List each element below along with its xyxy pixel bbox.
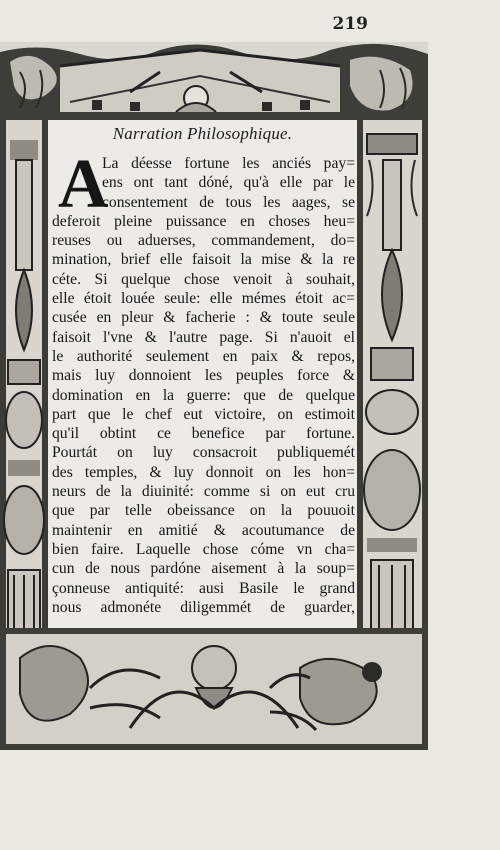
text-line: mais luy donnoient les peuples force &	[52, 367, 355, 385]
text-line: deferoit pleine puissance en choses heu=	[52, 212, 355, 230]
left-column-ornament	[0, 120, 48, 668]
chapter-heading: Narration Philosophique.	[112, 124, 293, 143]
text-line: part que le chef eut victoire, on estimoit	[52, 405, 355, 423]
text-line: reuses ou aduerses, commandement, do=	[52, 232, 355, 250]
text-line: domination en la guerre: que de quelque	[52, 386, 355, 404]
text-line: maintenir en amitié & acoutumance de	[52, 521, 355, 539]
text-line: consentement de tous les aages, se	[102, 193, 355, 211]
text-panel	[48, 120, 357, 628]
drop-cap-initial: A	[58, 146, 109, 223]
page-number: 219	[332, 14, 368, 34]
body-text	[52, 154, 355, 617]
text-line: mination, brief elle faisoit la mise & la re	[52, 251, 355, 269]
top-woodcut-band	[0, 42, 428, 120]
text-line: nous admonéte diligemmét de guarder,	[52, 598, 355, 616]
text-line: céte. Si quelque chose venoit à souhait,	[52, 270, 355, 288]
text-line: cun de nous pardóne aisement à la soup=	[52, 560, 355, 578]
text-line: ens ont tant dóné, qu'à elle par le	[102, 174, 355, 192]
text-line: qu'il obtint ce benefice par fortune.	[52, 425, 355, 443]
text-line: çonneuse antiquité: ausi Basile le grand	[52, 579, 355, 597]
text-line: des temples, & luy donnoit on les hon=	[52, 463, 355, 481]
text-line: que par telle obeissance on la pouuoit	[52, 502, 355, 520]
text-line: Pourtát on luy consacroit publiquemét	[52, 444, 355, 462]
text-line: bien faire. Laquelle chose cóme vn cha=	[52, 540, 355, 558]
text-line: cusée en pleur & facherie : & toute seule	[52, 309, 355, 327]
text-line: le authorité seulement en paix & repos,	[52, 347, 355, 365]
right-column-ornament	[357, 120, 428, 668]
text-line: elle étoit louée seule: elle mémes étoit ac=	[52, 290, 355, 308]
text-line: La déesse fortune les anciés pay=	[102, 155, 355, 172]
text-line: neurs de la diuinité: comme si on eut cru	[52, 483, 355, 501]
bottom-woodcut-band	[0, 628, 428, 750]
text-line: faisoit l'vne & l'autre page. Si n'auoit el	[52, 328, 355, 346]
woodcut-border-frame	[0, 42, 428, 750]
